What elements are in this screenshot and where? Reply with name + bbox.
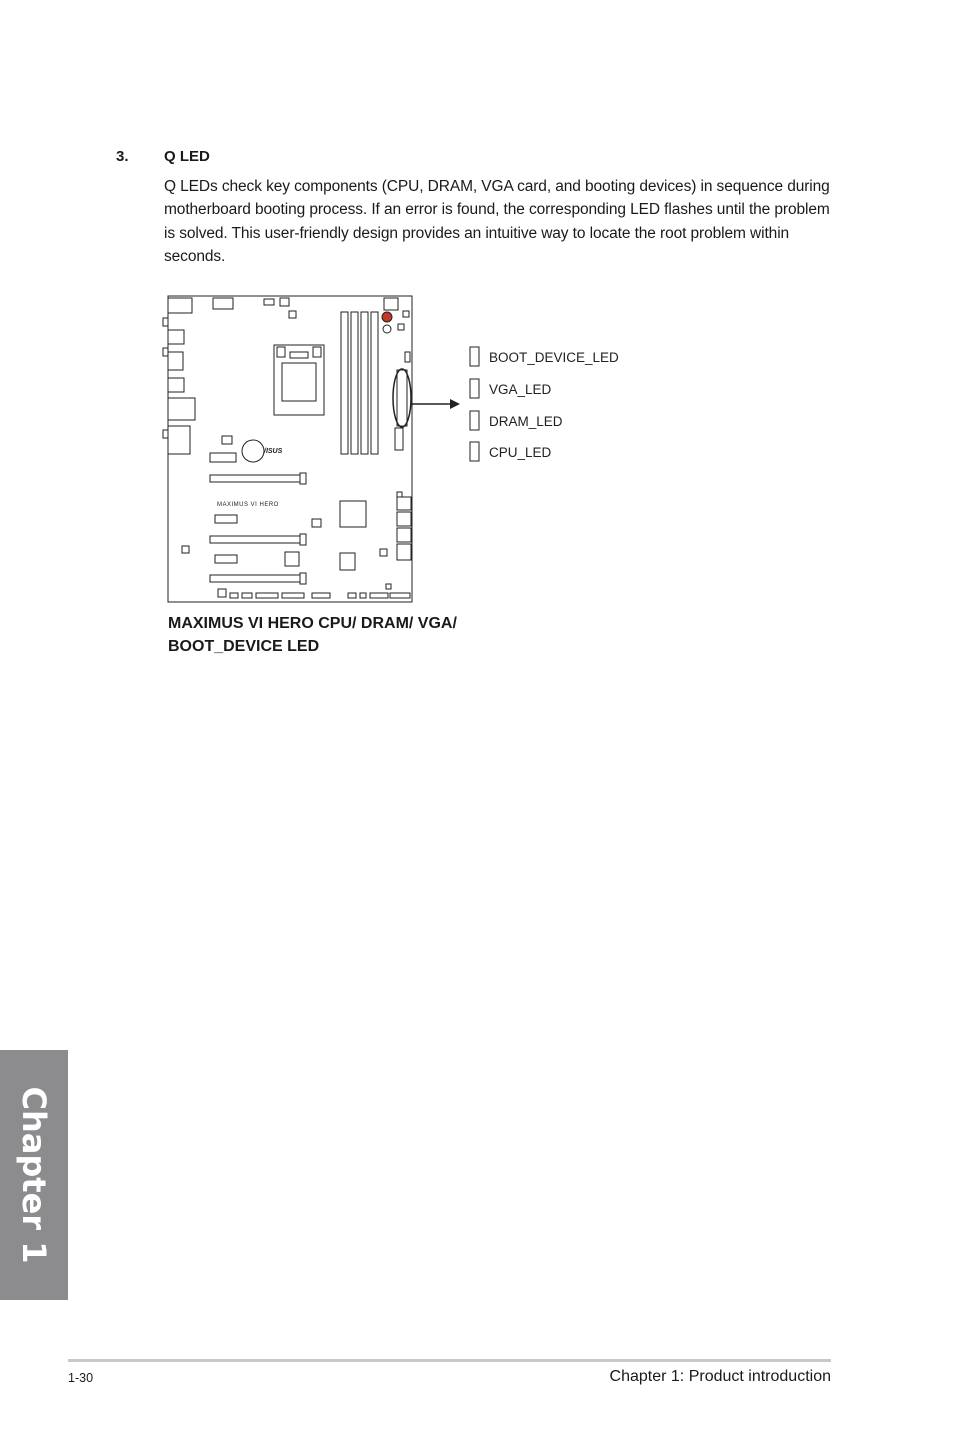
board-label: MAXIMUS VI HERO	[217, 502, 279, 508]
section-title: Q LED	[164, 148, 210, 165]
led-label-dram: DRAM_LED	[489, 414, 563, 429]
dimm-slot-b2	[371, 312, 378, 454]
board-outline	[168, 296, 412, 602]
led-label-boot-device: BOOT_DEVICE_LED	[489, 350, 619, 365]
q-led-callout	[393, 369, 411, 427]
led-symbol-dram	[470, 411, 479, 430]
dimm-slot-a1	[341, 312, 348, 454]
led-label-vga: VGA_LED	[489, 382, 552, 397]
section-number: 3.	[116, 148, 129, 165]
chapter-tab-label: Chapter 1	[15, 1086, 53, 1264]
led-symbol-boot-device	[470, 347, 479, 366]
motherboard-diagram	[150, 290, 650, 608]
led-symbol-vga	[470, 379, 479, 398]
diagram-caption: MAXIMUS VI HERO CPU/ DRAM/ VGA/ BOOT_DEVICE LED	[168, 615, 457, 655]
footer-chapter-title: Chapter 1: Product introduction	[609, 1368, 831, 1385]
dimm-slot-a2	[351, 312, 358, 454]
arrow-head-icon	[450, 399, 460, 409]
footer-divider	[68, 1359, 831, 1362]
page-number: 1-30	[68, 1371, 94, 1385]
pcie-slot-1	[210, 475, 300, 482]
q-led-block	[397, 370, 407, 426]
led-label-cpu: CPU_LED	[489, 445, 552, 460]
section-body: Q LEDs check key components (CPU, DRAM, VGA card, and booting devices) in sequence during motherboard booting process. If an error is found, the corresponding LED flashes until the problem is solved. This user-friendly design provides an intuitive way to locate the root problem within seconds.	[164, 178, 830, 265]
chapter-tab	[0, 1050, 68, 1300]
led-symbol-cpu	[470, 442, 479, 461]
cpu-socket	[282, 363, 316, 401]
pcie-slot-2	[210, 536, 300, 543]
dimm-slot-b1	[361, 312, 368, 454]
board-brand: /ISUS	[264, 448, 283, 455]
pcie-slot-3	[210, 575, 300, 582]
